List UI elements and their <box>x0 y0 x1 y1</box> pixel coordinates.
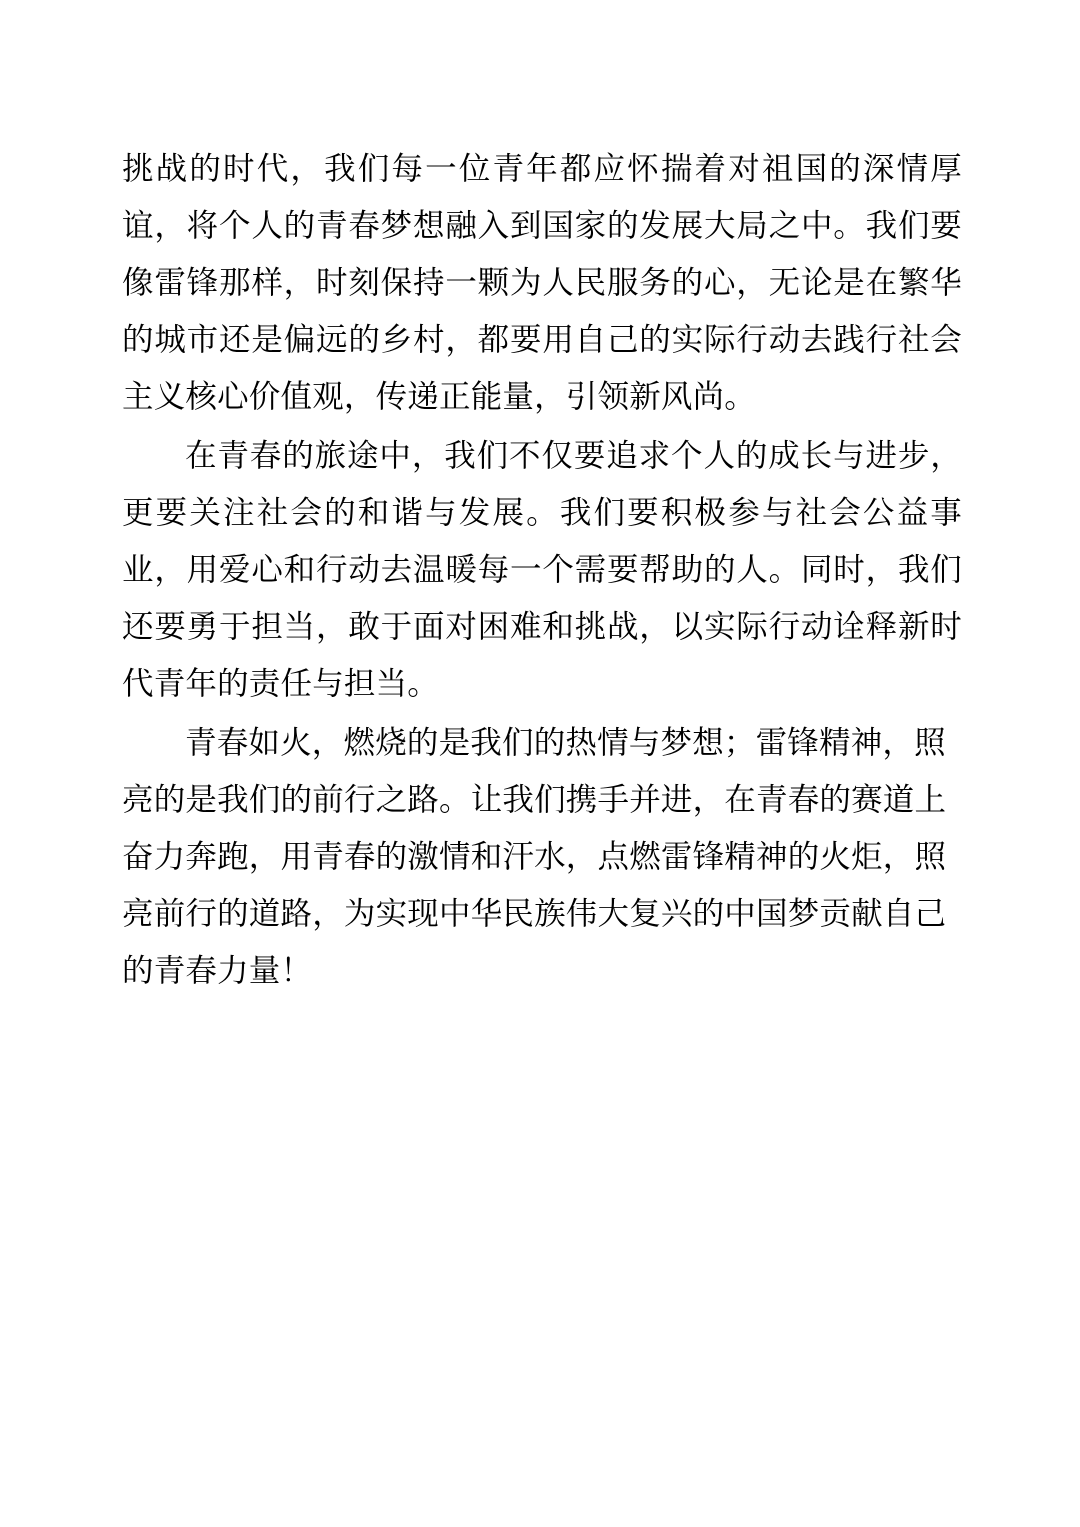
paragraph-1: 挑战的时代，我们每一位青年都应怀揣着对祖国的深情厚谊，将个人的青春梦想融入到国家的发展大局之中。我们要像雷锋那样，时刻保持一颗为人民服务的心，无论是在繁华的城市还是偏远的乡村，都要用自己的实际行动去践行社会主义核心价值观，传递正能量，引领新风尚。 <box>122 150 962 414</box>
document-text-body <box>122 140 962 1001</box>
paragraph-2: 在青春的旅途中，我们不仅要追求个人的成长与进步，更要关注社会的和谐与发展。我们要积极参与社会公益事业，用爱心和行动去温暖每一个需要帮助的人。同时，我们还要勇于担当，敢于面对困难和挑战，以实际行动诠释新时代青年的责任与担当。 <box>122 437 962 701</box>
paragraph-3: 青春如火，燃烧的是我们的热情与梦想；雷锋精神，照亮的是我们的前行之路。让我们携手并进，在青春的赛道上奋力奔跑，用青春的激情和汗水，点燃雷锋精神的火炬，照亮前行的道路，为实现中华民族伟大复兴的中国梦贡献自己的青春力量！ <box>122 724 947 988</box>
